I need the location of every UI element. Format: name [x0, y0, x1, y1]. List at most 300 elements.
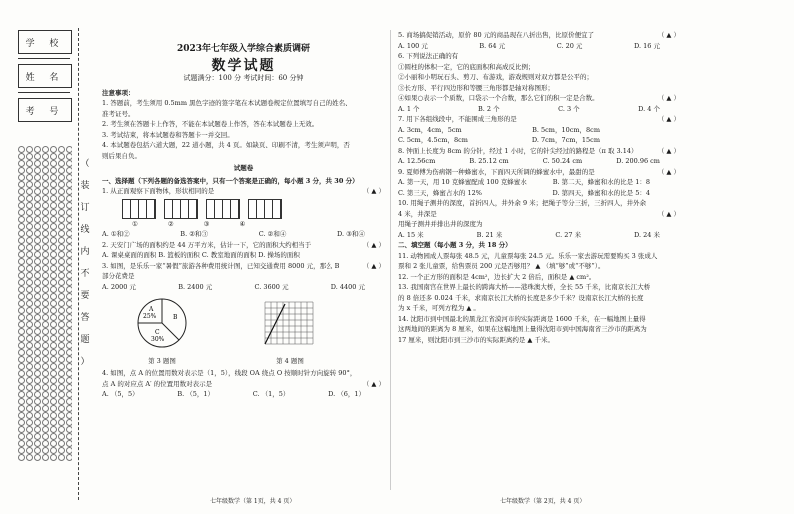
- exam-no-bubble: [42, 391, 49, 398]
- exam-no-bubble: [66, 174, 72, 181]
- q6-item: ①圆柱的体积一定，它的底面积和高成反比例；: [398, 62, 535, 71]
- exam-no-bubble: [66, 328, 72, 335]
- exam-no-bubble: [26, 447, 33, 454]
- exam-no-bubble: [66, 279, 72, 286]
- exam-no-bubble: [66, 237, 72, 244]
- exam-no-bubble: [50, 440, 57, 447]
- school-label: 学 校: [18, 30, 72, 54]
- exam-no-bubble: [34, 440, 41, 447]
- exam-no-bubble: [18, 433, 25, 440]
- exam-no-bubble: [50, 153, 57, 160]
- exam-no-bubble: [66, 216, 72, 223]
- q7-options-a: [398, 125, 680, 136]
- exam-no-bubble: [42, 377, 49, 384]
- exam-no-bubble: [34, 244, 41, 251]
- exam-no-bubble: [58, 433, 65, 440]
- exam-no-bubble: [66, 265, 72, 272]
- exam-no-bubble: [26, 377, 33, 384]
- pie-label: A: [149, 306, 154, 313]
- exam-no-bubble: [50, 244, 57, 251]
- exam-no-bubble: [58, 384, 65, 391]
- exam-no-bubble: [42, 272, 49, 279]
- exam-no-bubble: [66, 300, 72, 307]
- exam-no-bubble: [18, 454, 25, 461]
- exam-no-bubble: [50, 335, 57, 342]
- q1-figure-labels: [132, 219, 385, 230]
- exam-no-bubble: [18, 426, 25, 433]
- exam-no-bubble: [18, 195, 25, 202]
- q10-text-2: [398, 209, 680, 220]
- exam-no-bubble: [50, 321, 57, 328]
- exam-no-bubble: [66, 335, 72, 342]
- exam-no-bubble: [66, 433, 72, 440]
- exam-no-bubble: [26, 279, 33, 286]
- exam-no-bubble: [42, 307, 49, 314]
- exam-no-bubble: [66, 293, 72, 300]
- exam-no-bubble: [50, 300, 57, 307]
- q4-text-2: [102, 379, 385, 390]
- exam-no-bubble: [66, 342, 72, 349]
- exam-no-bubble: [34, 391, 41, 398]
- note-line: 准考证号。: [102, 109, 135, 118]
- name-line: [18, 92, 70, 93]
- exam-no-bubble: [42, 223, 49, 230]
- q13-line: 13. 我国南宫在世界上最长的跨海大桥——港珠澳大桥，全长 55 千米，比南京长江大桥: [398, 283, 651, 291]
- exam-no-bubble: [26, 356, 33, 363]
- exam-no-bubble: [58, 286, 65, 293]
- q3-stem: 3. 如图，是乐乐一家“暑假”旅游各种费用统计图，已知交通费用 8000 元，那么 B: [102, 261, 340, 270]
- exam-no-bubble: [42, 279, 49, 286]
- q1-stem: 1. 从正面观察下面物体，形状相同的是: [102, 187, 215, 195]
- exam-no-bubble: [26, 440, 33, 447]
- exam-no-bubble: [66, 314, 72, 321]
- fig-label: ④: [239, 219, 246, 228]
- exam-no-bubble: [50, 349, 57, 356]
- exam-no-bubble: [66, 405, 72, 412]
- exam-no-bubble: [42, 426, 49, 433]
- exam-no-bubble: [18, 342, 25, 349]
- exam-no-bubble: [50, 433, 57, 440]
- exam-no-bubble: [50, 237, 57, 244]
- exam-no-bubble: [66, 244, 72, 251]
- q3-text-2: 部分花费是: [102, 272, 135, 280]
- exam-no-bubble: [66, 307, 72, 314]
- exam-no-bubble: [42, 202, 49, 209]
- exam-no-bubble: [42, 258, 49, 265]
- exam-no-bubble: [66, 412, 72, 419]
- exam-no-bubble: [26, 272, 33, 279]
- option: D. 4 个: [638, 104, 660, 113]
- fig4-caption: 第 4 题图: [276, 356, 304, 365]
- exam-no-bubble: [26, 426, 33, 433]
- q14-line: 17 厘米，则沈阳市到三沙市的实际距离约是 ▲ 千米。: [398, 335, 554, 344]
- exam-no-bubble: [58, 419, 65, 426]
- seal-char: ）: [80, 357, 90, 367]
- exam-no-bubble: [34, 384, 41, 391]
- option: B. 5cm，10cm，8cm: [532, 125, 600, 134]
- q8-text: [398, 146, 680, 157]
- exam-no-bubble: [42, 265, 49, 272]
- exam-no-bubble: [18, 349, 25, 356]
- exam-no-bubble: [34, 370, 41, 377]
- q14-line: 14. 沈阳市到中国最北的黑龙江省漠河市的实际距离是 1600 千米，在一幅地图上量得: [398, 314, 646, 323]
- q2-mark: （ ▲ ）: [362, 240, 385, 249]
- exam-no-bubble: [42, 335, 49, 342]
- exam-no-bubble: [18, 188, 25, 195]
- exam-no-bubble: [26, 384, 33, 391]
- exam-no-bubble: [42, 314, 49, 321]
- exam-no-bubble: [42, 153, 49, 160]
- q2-stem: 2. 天安门广场的面积约是 44 万平方米，估计一下，它的面积大约相当于: [102, 240, 312, 249]
- q7-text: [398, 114, 680, 125]
- option: A. ①和②: [102, 230, 130, 238]
- exam-no-bubble: [34, 349, 41, 356]
- exam-no-bubble: [42, 160, 49, 167]
- exam-no-bubble: [58, 377, 65, 384]
- exam-no-bubble: [42, 356, 49, 363]
- exam-no-bubble: [42, 321, 49, 328]
- exam-no-bubble: [58, 223, 65, 230]
- exam-no-bubble: [58, 349, 65, 356]
- option: D. 16 元: [634, 41, 660, 50]
- exam-no-bubble: [26, 209, 33, 216]
- exam-no-bubble: [66, 384, 72, 391]
- q5-stem: 5. 商场搞促销活动，原价 80 元的商品现在八折出售，比原价便宜了: [398, 31, 595, 39]
- name-label: 姓 名: [18, 64, 72, 88]
- subject-title: 数学试题: [211, 57, 276, 74]
- exam-no-bubble: [42, 342, 49, 349]
- exam-no-bubble: [34, 342, 41, 349]
- exam-no-bubble: [26, 251, 33, 258]
- paper-label: 试题卷: [233, 164, 254, 172]
- note-line: 1. 答题前，考生须用 0.5mm 黑色字迹的签字笔在本试题卷规定位置填写自己的姓名、: [102, 99, 352, 107]
- option: D. 4400 元: [330, 282, 365, 291]
- q1-figure: [122, 199, 385, 219]
- exam-no-bubble: [18, 153, 25, 160]
- exam-no-bubble: [26, 146, 33, 153]
- fig3-caption: 第 3 题图: [148, 356, 176, 365]
- exam-no-bubble: [50, 314, 57, 321]
- q5-text: [398, 30, 680, 41]
- exam-no-bubble: [34, 160, 41, 167]
- option: B. 第二天，蜂蜜和水的比是 1：8: [552, 178, 650, 186]
- exam-no-bubble: [34, 412, 41, 419]
- exam-no-bubble: [50, 146, 57, 153]
- exam-no-bubble: [50, 419, 57, 426]
- exam-no-bubble: [66, 251, 72, 258]
- exam-no-bubble: [50, 279, 57, 286]
- q5-options: [398, 41, 680, 52]
- exam-no-bubble: [26, 174, 33, 181]
- pie-label: 30%: [151, 336, 165, 343]
- exam-no-bubble: [18, 223, 25, 230]
- fig4: [230, 294, 350, 366]
- exam-no-bubble: [42, 146, 49, 153]
- exam-no-bubble: [34, 293, 41, 300]
- exam-no-bubble: [18, 272, 25, 279]
- note-line: 3. 考试结束，将本试题卷和答题卡一并交回。: [102, 130, 234, 139]
- exam-no-bubble: [18, 146, 25, 153]
- exam-no-bubble: [50, 160, 57, 167]
- exam-no-bubble: [34, 237, 41, 244]
- exam-no-bubble: [34, 216, 41, 223]
- exam-no-bubble: [42, 188, 49, 195]
- exam-no-bubble: [34, 153, 41, 160]
- exam-no-bubble: [50, 377, 57, 384]
- option: C. 50.24 cm: [542, 157, 583, 165]
- exam-no-bubble: [34, 209, 41, 216]
- exam-no-bubble: [42, 433, 49, 440]
- q10-text: 10. 用绳子测井的深度，首折四人，井外余 9 米；把绳子等分三折，三折四人，井外余: [398, 199, 647, 207]
- exam-no-bubble: [18, 391, 25, 398]
- q4-stem: 点 A 的对应点 A′ 的位置用数对表示是: [102, 379, 213, 388]
- exam-title: 2023年七年级入学综合素质调研: [176, 44, 311, 54]
- exam-no-bubble: [58, 258, 65, 265]
- exam-no-bubble: [58, 160, 65, 167]
- exam-no-bubble: [26, 419, 33, 426]
- section1-heading: 一、选择题（下列各题的备选答案中，只有一个答案是正确的，每小题 3 分，共 30 分）: [102, 176, 359, 185]
- exam-meta: 试题满分：100 分 考试时间：60 分钟: [183, 74, 304, 82]
- exam-no-bubble: [42, 447, 49, 454]
- exam-no-bubble: [18, 209, 25, 216]
- exam-no-bubble: [58, 195, 65, 202]
- seal-char: 不: [80, 269, 90, 279]
- q9-stem: 9. 夏师傅为伤病钢一种蜂蜜水，下面四天所调的蜂蜜水中，最甜的是: [398, 167, 595, 176]
- q1-options: [102, 229, 385, 240]
- grid-figure: [255, 294, 325, 352]
- page-1: [102, 30, 385, 400]
- exam-no-bubble: [34, 307, 41, 314]
- exam-no-bubble: [26, 230, 33, 237]
- block-figure: [248, 199, 282, 219]
- option: B. （5，1）: [177, 390, 215, 398]
- exam-no-bubble: [66, 440, 72, 447]
- page-2: [398, 30, 680, 345]
- exam-no-bubble: [66, 363, 72, 370]
- option: A. 2000 元: [102, 282, 136, 291]
- exam-no-bubble: [18, 244, 25, 251]
- exam-no-bubble: [50, 391, 57, 398]
- exam-no-bubble: [26, 307, 33, 314]
- exam-no-bubble: [34, 202, 41, 209]
- exam-no-bubble: [42, 230, 49, 237]
- exam-no-bubble: [66, 153, 72, 160]
- exam-no-bubble: [34, 426, 41, 433]
- exam-no-bubble: [58, 405, 65, 412]
- exam-no-bubble: [26, 454, 33, 461]
- exam-no-bubble: [50, 342, 57, 349]
- exam-no-bubble: [26, 433, 33, 440]
- exam-no-bubble: [26, 237, 33, 244]
- exam-no-bubble: [34, 356, 41, 363]
- exam-no-bubble: [26, 153, 33, 160]
- exam-no-bubble: [42, 398, 49, 405]
- exam-no-bubble: [58, 412, 65, 419]
- exam-no-bubble: [18, 377, 25, 384]
- q13-line: 的 8 倍还多 0.024 千米，求南京长江大桥的长度是多少千米？设南京长江大桥的长度: [398, 293, 644, 302]
- exam-no-bubble: [50, 188, 57, 195]
- binding-strip: [6, 28, 98, 500]
- pie-label: B: [173, 314, 178, 321]
- exam-no-bubble: [18, 370, 25, 377]
- pie-chart-figure: [127, 294, 197, 352]
- exam-no-bubble: [34, 272, 41, 279]
- q9-text: [398, 167, 680, 178]
- exam-no-bubble: [50, 412, 57, 419]
- school-line: [18, 58, 70, 59]
- q9-options-b: [398, 188, 680, 199]
- exam-no-bubble: [58, 188, 65, 195]
- exam-no-bubble: [26, 265, 33, 272]
- exam-no-bubble: [18, 307, 25, 314]
- exam-no-bubble: [50, 223, 57, 230]
- exam-no-bubble: [26, 181, 33, 188]
- option: C. 3 个: [558, 104, 580, 113]
- exam-no-bubble: [58, 174, 65, 181]
- q13-line: 为 x 千米，可列方程为 ▲ 。: [398, 304, 480, 312]
- exam-no-bubble: [58, 335, 65, 342]
- q7-options-b: [398, 135, 680, 146]
- option: B. 2400 元: [178, 282, 213, 291]
- option: D. 200.96 cm: [616, 157, 660, 165]
- exam-no-bubble: [58, 230, 65, 237]
- exam-no-bubble: [18, 321, 25, 328]
- exam-no-bubble: [26, 202, 33, 209]
- exam-no-bubble: [50, 272, 57, 279]
- exam-no-bubble: [66, 349, 72, 356]
- exam-no-bubble: [50, 181, 57, 188]
- exam-no-bubble: [50, 286, 57, 293]
- exam-no-bubble: [26, 244, 33, 251]
- fig-label: ③: [203, 219, 210, 228]
- exam-no-bubble: [66, 454, 72, 461]
- option: B. 2 个: [478, 104, 500, 113]
- exam-no-bubble: [42, 167, 49, 174]
- option: C. 3600 元: [254, 282, 289, 291]
- q4-mark: （ ▲ ）: [362, 379, 385, 388]
- exam-no-bubble: [26, 167, 33, 174]
- exam-no-bubble: [66, 230, 72, 237]
- exam-no-bubble: [58, 447, 65, 454]
- exam-no-bubble: [66, 146, 72, 153]
- exam-no-bubble: [18, 258, 25, 265]
- exam-no-bubble: [66, 370, 72, 377]
- q1-mark: （ ▲ ）: [362, 187, 385, 195]
- exam-no-bubble: [18, 216, 25, 223]
- exam-no-bubble: [26, 335, 33, 342]
- q11-line: 11. 动物园成人票每张 48.5 元，儿童票每张 24.5 元。乐乐一家去游玩需要购买 3 张成人: [398, 251, 658, 260]
- exam-no-bubble: [18, 279, 25, 286]
- exam-no-bubble: [26, 328, 33, 335]
- exam-no-bubble: [66, 321, 72, 328]
- exam-no-bubble: [18, 174, 25, 181]
- exam-no-bubble: [58, 426, 65, 433]
- option: D. ③和④: [337, 230, 365, 238]
- q4-options: [102, 389, 385, 400]
- exam-no-bubble: [58, 209, 65, 216]
- exam-no-bubble: [34, 265, 41, 272]
- option: C. 5cm，4.5cm，8cm: [398, 136, 468, 144]
- page1-footer: 七年级数学（第 1页，共 4 页）: [210, 498, 296, 505]
- exam-no-bubble: [42, 349, 49, 356]
- exam-no-bubble: [42, 244, 49, 251]
- note-line: 4. 本试题卷包括六道大题，22 道小题，共 4 页。如缺页、印刷不清，考生须声明，否: [102, 141, 350, 149]
- exam-no-bubble: [66, 167, 72, 174]
- exam-no-bubble: [26, 398, 33, 405]
- exam-no-bubble: [58, 307, 65, 314]
- seal-char: （: [80, 159, 90, 169]
- q6-item: ③长方形、平行四边形和等腰三角形都是轴对称图形；: [398, 83, 554, 92]
- exam-no-bubble: [58, 237, 65, 244]
- exam-no-bubble: [58, 440, 65, 447]
- exam-no-bubble: [66, 272, 72, 279]
- exam-no-bubble: [18, 363, 25, 370]
- exam-no-bubble: [66, 447, 72, 454]
- fig-label: ②: [167, 219, 174, 228]
- exam-no-bubble: [58, 181, 65, 188]
- q6-item: [398, 93, 680, 104]
- exam-no-bubble: [66, 391, 72, 398]
- exam-no-bubble: [34, 363, 41, 370]
- block-figure: [206, 199, 240, 219]
- exam-no-bubble: [34, 251, 41, 258]
- exam-no-bubble: [34, 146, 41, 153]
- q1-text: [102, 186, 385, 197]
- exam-no-bubble: [18, 160, 25, 167]
- exam-no-bubble: [42, 412, 49, 419]
- q2-text: [102, 240, 385, 251]
- exam-no-bubble: [50, 251, 57, 258]
- exam-no-bubble: [34, 258, 41, 265]
- q4-text: 4. 如图，点 A 的位置用数对表示是（1，5），线段 OA 绕点 O 按顺时针方向旋转 90°，: [102, 369, 357, 377]
- exam-no-bubble: [66, 223, 72, 230]
- exam-no-bubble: [18, 328, 25, 335]
- exam-no-bubble: [34, 314, 41, 321]
- exam-no-bubble: [34, 447, 41, 454]
- exam-no-bubble: [34, 321, 41, 328]
- exam-no-bubble: [42, 405, 49, 412]
- exam-no-bubble: [18, 167, 25, 174]
- exam-no-bubble: [42, 454, 49, 461]
- option: A. 15 米: [398, 230, 424, 239]
- exam-no-bubble: [50, 328, 57, 335]
- exam-no-bubble: [58, 363, 65, 370]
- exam-no-bubble: [50, 370, 57, 377]
- exam-no-bubble: [26, 195, 33, 202]
- exam-no-bubble: [18, 230, 25, 237]
- exam-no-bubble: [26, 370, 33, 377]
- q3-q4-figures: [102, 294, 385, 366]
- exam-no-bubble: [50, 230, 57, 237]
- exam-no-bubble: [66, 426, 72, 433]
- q6-item-text: ④如果○表示一个质数，口袋示一个合数，那么它们的积一定是合数。: [398, 94, 599, 102]
- exam-no-bubble: [42, 216, 49, 223]
- exam-no-bubble: [50, 293, 57, 300]
- exam-no-bubble: [18, 419, 25, 426]
- exam-no-bubble: [34, 230, 41, 237]
- exam-no-bubble: [50, 356, 57, 363]
- option: D. 24 米: [634, 230, 660, 239]
- option: C. （1，5）: [252, 390, 290, 398]
- exam-no-bubble: [42, 384, 49, 391]
- exam-no-bubble: [50, 447, 57, 454]
- q10-options: [398, 230, 680, 241]
- exam-no-bubble: [58, 272, 65, 279]
- exam-no-bubble: [66, 377, 72, 384]
- option: A. 第一天，用 10 克蜂蜜配成 100 克蜂蜜水: [398, 178, 527, 186]
- exam-no-bubble: [26, 412, 33, 419]
- exam-no-bubble: [66, 419, 72, 426]
